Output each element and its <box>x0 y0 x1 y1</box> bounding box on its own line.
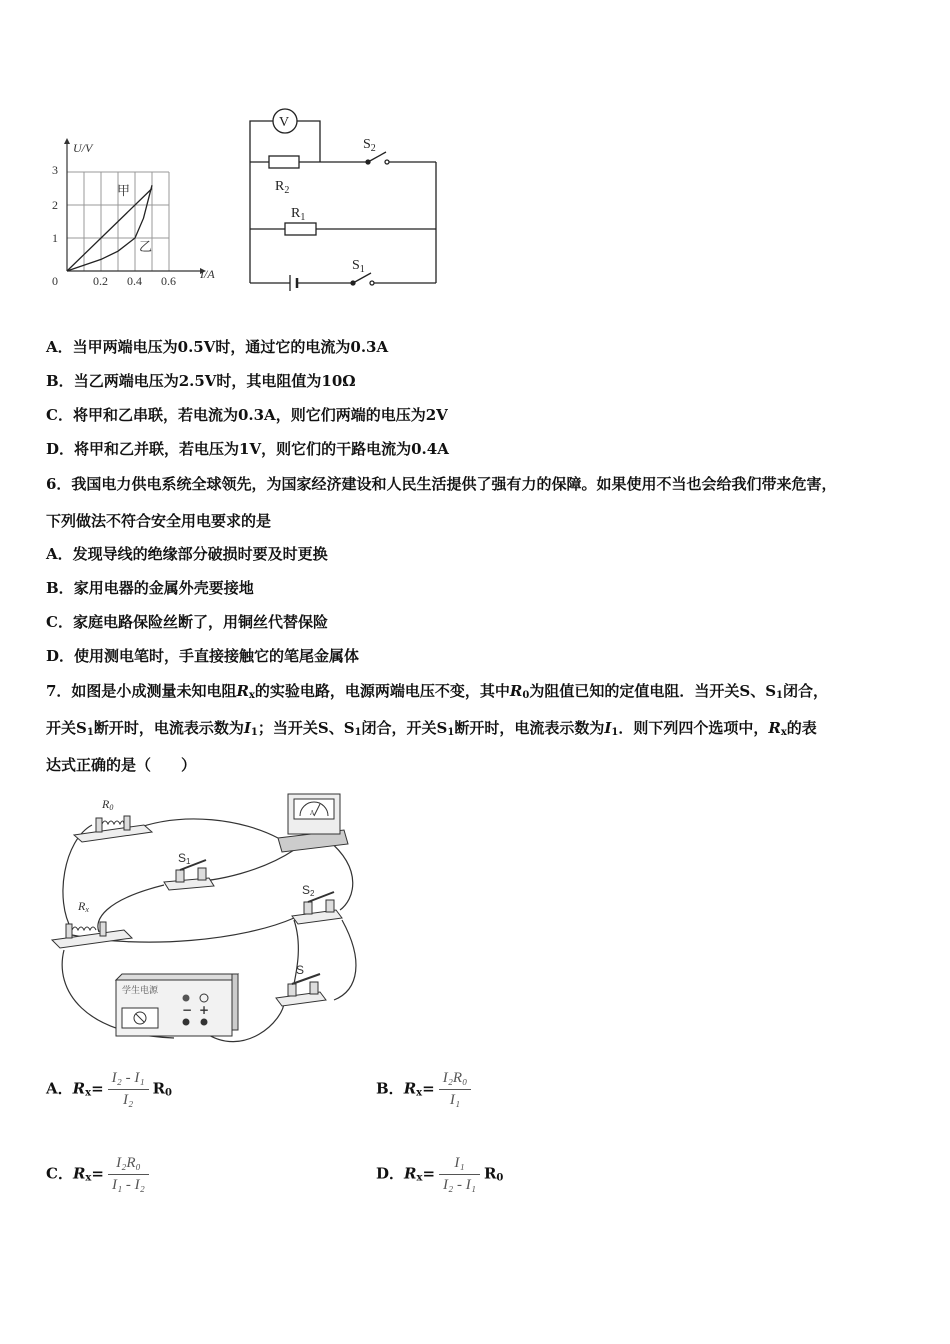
q6-stem-line2: 下列做法不符合安全用电要求的是 <box>46 512 272 530</box>
curve-a-label: 甲 <box>117 184 131 199</box>
q6-stem-line1: 6．我国电力供电系统全球领先，为国家经济建设和人民生活提供了强有力的保障。如果使用不当也会给我们带来危害， <box>46 475 837 493</box>
curve-a-line <box>67 189 152 272</box>
graph-y-tick-1: 1 <box>52 231 58 245</box>
power-supply-label: 学生电源 <box>122 986 159 996</box>
graph-x-tick-06: 0.6 <box>161 274 176 288</box>
graph-y-axis-label: U/V <box>73 141 93 155</box>
graph-y-tick-3: 3 <box>52 163 58 177</box>
q7-c-fraction: $\frac{\text{I₂R₀}}{\text{I₁ - I₂}}$ <box>108 1155 149 1194</box>
rx-label: Rx <box>78 899 89 914</box>
q7-stem-line1: 7．如图是小成测量未知电阻$R_x$的实验电路，电源两端电压不变，其中$R_0$为阻值已知的定值电阻．当开关S、$S_1$闭合， <box>46 682 829 701</box>
q6-option-b: B．家用电器的金属外壳要接地 <box>46 579 254 597</box>
battery <box>290 275 297 291</box>
resistor-r2-label: $R_2$ <box>275 179 290 196</box>
q7-option-b: B．$R_x=$ $\frac{\text{I₂R₀}}{\text{I₁}}$ <box>376 1070 475 1109</box>
svg-text:A: A <box>310 810 315 817</box>
circuit-wires <box>250 121 436 283</box>
rx-resistor-board <box>52 922 132 948</box>
graph-y-arrow <box>64 138 70 144</box>
q7-stem-line2: 开关$S_1$断开时，电流表示数为$I_1$；当开关S、$S_1$闭合，开关$S_1$断开时，电流表示数为$I_1$．则下列四个选项中，$R_x$的表 <box>46 719 817 738</box>
q7-stem-line3: 达式正确的是（ ） <box>46 756 197 774</box>
power-supply <box>116 974 238 1036</box>
q7-option-d: D．$R_x=$ $\frac{\text{I₁}}{\text{I₂ - I₁}}$ $R_0$ <box>376 1155 504 1193</box>
q5-option-c: C．将甲和乙串联，若电流为0.3A，则它们两端的电压为2V <box>46 406 448 424</box>
u-i-graph <box>40 130 230 295</box>
graph-origin: 0 <box>52 274 58 288</box>
r0-label: R0 <box>102 797 114 812</box>
graph-x-axis-label: I/A <box>200 267 215 281</box>
s-switch <box>276 974 326 1006</box>
switch-s1-label: $S_1$ <box>352 258 365 275</box>
power-minus: − <box>182 1003 193 1017</box>
s1-label: S1 <box>178 851 191 866</box>
curve-b-label: 乙 <box>139 240 153 255</box>
ammeter <box>278 794 348 852</box>
resistor-r1-label: $R_1$ <box>291 206 306 223</box>
q7-b-fraction: $\frac{\text{I₂R₀}}{\text{I₁}}$ <box>439 1070 472 1109</box>
circuit-diagram <box>240 100 450 295</box>
q7-d-fraction: $\frac{\text{I₁}}{\text{I₂ - I₁}}$ <box>439 1155 480 1194</box>
switch-s2-label: $S_2$ <box>363 137 376 154</box>
switch-s2 <box>366 152 389 164</box>
s2-switch <box>292 892 342 924</box>
q7-option-a: A．$R_x=$ $\frac{\text{I₂ - I₁}}{\text{I₂}}$ $R_0$ <box>46 1070 173 1108</box>
s2-label: S2 <box>302 883 315 898</box>
resistor-r1 <box>285 223 316 235</box>
q7-option-c: C．$R_x=$ $\frac{\text{I₂R₀}}{\text{I₁ - I₂}}$ <box>46 1155 153 1194</box>
q6-option-a: A．发现导线的绝缘部分破损时要及时更换 <box>46 545 328 563</box>
graph-x-tick-04: 0.4 <box>127 274 142 288</box>
graph-x-tick-02: 0.2 <box>93 274 108 288</box>
resistor-r2 <box>269 156 299 168</box>
lab-apparatus-illustration <box>44 790 364 1055</box>
voltmeter-label: V <box>279 115 290 130</box>
power-plus: + <box>199 1003 210 1017</box>
s-label: S <box>296 963 305 977</box>
q6-option-c: C．家庭电路保险丝断了，用铜丝代替保险 <box>46 613 328 631</box>
q6-option-d: D．使用测电笔时，手直接接触它的笔尾金属体 <box>46 647 360 665</box>
graph-y-tick-2: 2 <box>52 198 58 212</box>
q5-option-d: D．将甲和乙并联，若电压为1V，则它们的干路电流为0.4A <box>46 440 449 458</box>
q5-option-b: B．当乙两端电压为2.5V时，其电阻值为10Ω <box>46 372 356 390</box>
q7-a-fraction: $\frac{\text{I₂ - I₁}}{\text{I₂}}$ <box>108 1070 149 1109</box>
q5-option-a: A．当甲两端电压为0.5V时，通过它的电流为0.3A <box>46 338 389 356</box>
